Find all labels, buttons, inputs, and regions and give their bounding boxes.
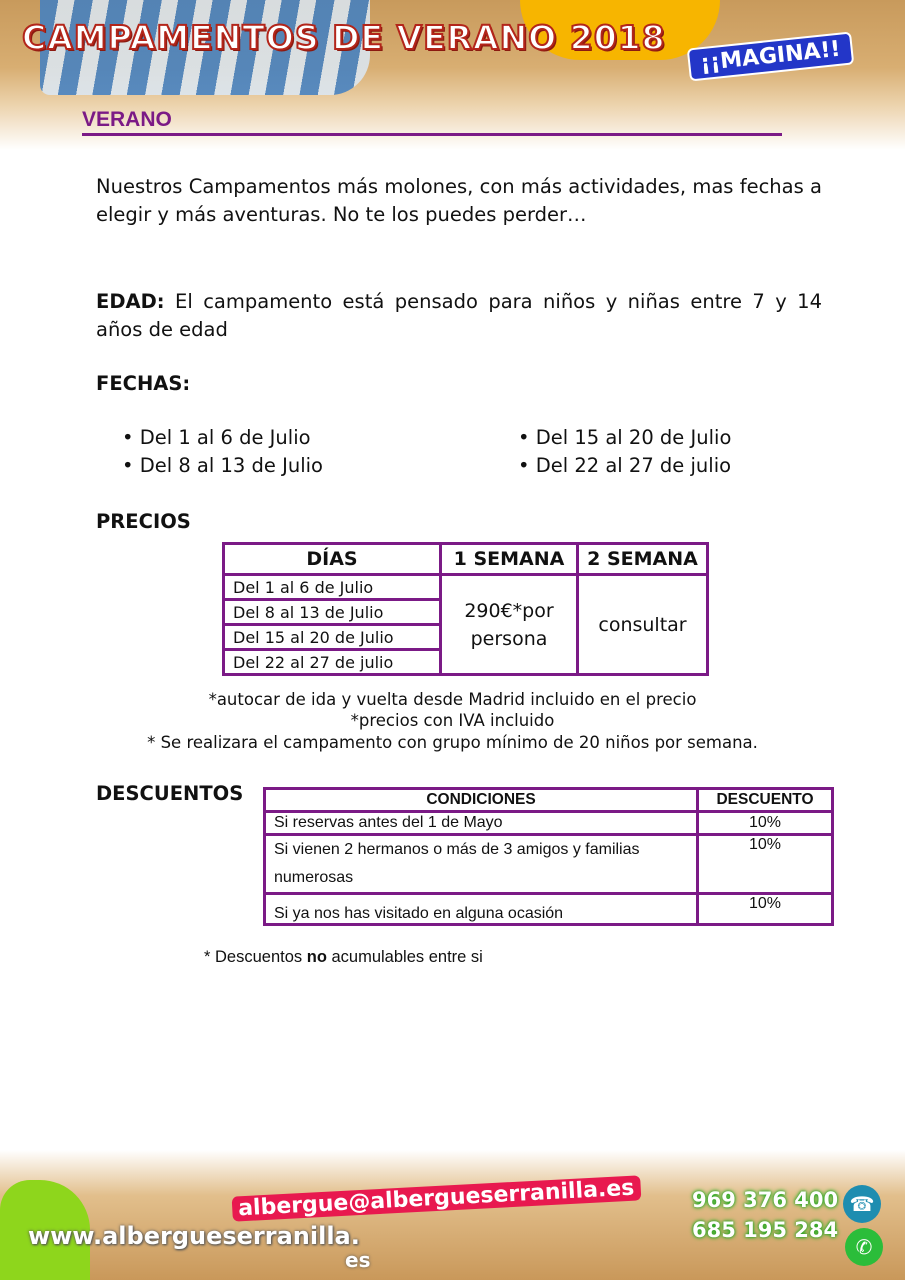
date-text: Del 22 al 27 de julio (535, 454, 732, 477)
date-item: • Del 1 al 6 de Julio (122, 426, 311, 449)
intro-paragraph: Nuestros Campamentos más molones, con más actividades, mas fechas a elegir y más aventuras. No te los puedes perder… (96, 175, 822, 226)
table-row (265, 894, 833, 925)
section-title: VERANO (82, 108, 172, 131)
note-text: acumulables entre si (326, 948, 483, 966)
table-row (265, 835, 833, 894)
date-item: • Del 15 al 20 de Julio (518, 426, 732, 449)
dates-label: FECHAS: (96, 372, 191, 395)
discount-note (204, 948, 483, 967)
condition-cell: Si reservas antes del 1 de Mayo (265, 812, 698, 835)
age-text: El campamento está pensado para niños y niñas entre 7 y 14 años de edad (96, 290, 822, 341)
price-cell: consultar (578, 575, 708, 675)
discounts-table (263, 787, 834, 926)
price-note: * Se realizara el campamento con grupo mínimo de 20 niños por semana. (147, 733, 758, 752)
column-header: DÍAS (224, 544, 441, 575)
date-text: Del 8 al 13 de Julio (139, 454, 323, 477)
age-label: EDAD: (96, 290, 165, 313)
note-text: * Descuentos (204, 948, 307, 966)
discounts-label: DESCUENTOS (96, 782, 244, 805)
section-divider (82, 133, 782, 136)
banner-title: CAMPAMENTOS DE VERANO 2018 (22, 18, 666, 57)
website-tld[interactable]: es (345, 1248, 371, 1272)
prices-label: PRECIOS (96, 510, 191, 533)
website-link[interactable]: www.albergueserranilla. (28, 1222, 360, 1250)
date-text: Del 15 al 20 de Julio (535, 426, 732, 449)
footer-banner (0, 1150, 905, 1280)
date-cell: Del 22 al 27 de julio (224, 650, 441, 675)
column-header: DESCUENTO (698, 789, 833, 812)
age-paragraph (96, 288, 822, 344)
column-header: 1 SEMANA (441, 544, 578, 575)
price-note: *autocar de ida y vuelta desde Madrid incluido en el precio (208, 690, 697, 709)
discount-cell: 10% (698, 894, 833, 925)
phone-number[interactable]: 969 376 400 (692, 1188, 839, 1212)
whatsapp-icon: ✆ (845, 1228, 883, 1266)
prices-table (222, 542, 709, 676)
condition-cell: Si vienen 2 hermanos o más de 3 amigos y familias numerosas (265, 835, 698, 894)
date-text: Del 1 al 6 de Julio (139, 426, 311, 449)
column-header: CONDICIONES (265, 789, 698, 812)
note-bold: no (306, 948, 327, 966)
slogan-badge: ¡¡MAGINA!! (687, 31, 854, 81)
date-cell: Del 1 al 6 de Julio (224, 575, 441, 600)
discount-cell: 10% (698, 812, 833, 835)
date-cell: Del 8 al 13 de Julio (224, 600, 441, 625)
price-note: *precios con IVA incluido (350, 711, 555, 730)
discount-cell: 10% (698, 835, 833, 894)
price-cell: 290€*por persona (441, 575, 578, 675)
column-header: 2 SEMANA (578, 544, 708, 575)
table-row (265, 812, 833, 835)
telephone-icon: ☎ (843, 1185, 881, 1223)
email-link[interactable]: albergue@albergueserranilla.es (232, 1175, 641, 1221)
phone-number[interactable]: 685 195 284 (692, 1218, 839, 1242)
condition-cell: Si ya nos has visitado en alguna ocasión (265, 894, 698, 925)
date-item: • Del 22 al 27 de julio (518, 454, 732, 477)
date-cell: Del 15 al 20 de Julio (224, 625, 441, 650)
date-item: • Del 8 al 13 de Julio (122, 454, 323, 477)
